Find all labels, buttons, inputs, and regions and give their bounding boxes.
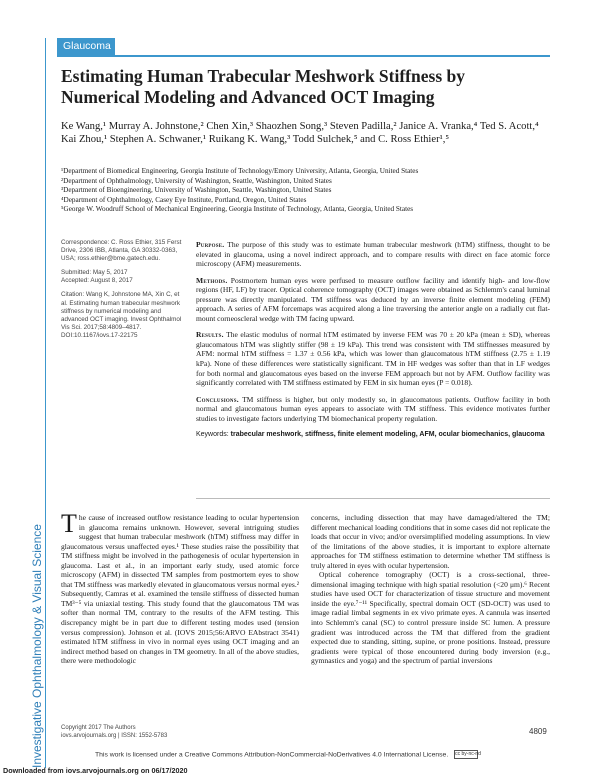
license-line — [95, 750, 481, 759]
section-tag: Glaucoma — [57, 38, 115, 55]
article-title: Estimating Human Trabecular Meshwork Stiffness by Numerical Modeling and Advanced OCT Imaging — [61, 66, 465, 107]
body-column-left — [61, 509, 299, 666]
body-paragraph: Optical coherence tomography (OCT) is a cross-sectional, three-dimensional imaging technique with high spatial resolution (<20 μm).⁶ Recent studies have used OCT for characterization of tissue structure and movement inside the eye.⁷⁻¹¹ Specifically, spectral domain OCT (SD-OCT) was used to image radial limbal segments in ex vivo primate eyes. A cannula was inserted into Schlemm's canal (SC) to control pressure inside SC lumen. A pressure gradient was introduced across the TM that differed from the gradient expected due to standing, sitting, supine, or prone positions. Instead, pressure gradients were typical of those encountered during body inversion (e.g., gymnastics and yoga) and the spectrum of partial inversions — [311, 570, 550, 666]
conclusions-text: TM stiffness is higher, but only modestly so, in glaucomatous patients. Outflow facility in both normal and glaucomatous human eyes appears to associate with TM stiffness. This evidence motivates further studies to investigate factors underlying TM biomechanical property regulation. — [196, 394, 550, 423]
affiliation: ¹Department of Biomedical Engineering, Georgia Institute of Technology/Emory University, Atlanta, Georgia, United States — [61, 167, 419, 175]
page-number: 4809 — [529, 727, 547, 736]
methods-label: Methods. — [196, 275, 228, 285]
abstract — [196, 240, 550, 446]
citation: Citation: Wang K, Johnstone MA, Xin C, et al. Estimating human trabecular meshwork stiffness by numerical modeling and advanced OCT imaging. Invest Ophthalmol Vis Sci. 2017;58:4809–4817. DOI:10.1167/iovs.17-22175 — [61, 291, 182, 339]
accepted-date: Accepted: August 8, 2017 — [61, 277, 133, 285]
results-label: Results. — [196, 330, 224, 340]
download-notice: Downloaded from iovs.arvojournals.org on 06/17/2020 — [3, 766, 188, 775]
keywords-text: trabecular meshwork, stiffness, finite element modeling, AFM, ocular biomechanics, glaucoma — [230, 431, 545, 439]
affiliations — [61, 167, 551, 215]
cc-license-icon[interactable]: cc by-nc-nd — [455, 751, 481, 757]
footer-copyright — [61, 724, 167, 740]
affiliation: ⁵George W. Woodruff School of Mechanical Engineering, Georgia Institute of Technology, Atlanta, Georgia, United States — [61, 205, 414, 214]
journal-sidebar-title: Investigative Ophthalmology & Visual Science — [30, 524, 44, 768]
header-rule — [57, 55, 550, 57]
article-info-column — [61, 239, 183, 346]
body-column-right — [311, 513, 550, 666]
drop-cap: T — [61, 509, 77, 538]
body-text: he cause of increased outflow resistance leading to ocular hypertension in glaucoma remains unknown. However, several intriguing studies suggest that human trabecular meshwork (hTM) stiffness may differ in glaucomatous versus unaffected eyes.¹ These studies raise the possibility that TM stiffness might be involved in the pathogenesis of ocular hypertension in glaucoma. Last et al., in an important early study, used atomic force microscopy (AFM) in dissected TM samples from postmortem eyes to show that TM stiffness was markedly elevated in glaucomatous versus normal eyes.² Subsequently, Camras et al. examined the tensile stiffness of dissected human TM³⁻⁵ via uniaxial testing. This study found that the glaucomatous TM was softer than normal TM, contrary to the results of the AFM testing. This discrepancy might be in part due to different testing modes used (tension versus compression). Johnson et al. (IOVS 2015;56:ARVO EAbstract 3541) estimated hTM stiffness in vivo in normal eyes using OCT imaging and an indirect method based on changes in TM geometry. In all of the above studies, there were methodologic — [61, 513, 299, 666]
body-paragraph: concerns, including dissection that may have damaged/altered the TM; different mechanical loading conditions that in some cases did not replicate the loads that occur in vivo; and/or oversimplified modeling assumptions. In view of the limitations of the above studies, it is important to explore alternate approaches for TM stiffness estimation to determine whether TM stiffness is truly altered in eyes with ocular hypertension. — [311, 513, 550, 570]
conclusions-label: Conclusions. — [196, 394, 239, 404]
correspondence: Correspondence: C. Ross Ethier, 315 Ferst Drive, 2306 IBB, Atlanta, GA 30332-0363, USA; ross.ethier@bme.gatech.edu. — [61, 239, 182, 263]
affiliation: ²Department of Ophthalmology, University of Washington, Seattle, Washington, United States — [61, 176, 332, 185]
affiliation: ⁴Department of Ophthalmology, Casey Eye Institute, Portland, Oregon, United States — [61, 195, 307, 204]
copyright: Copyright 2017 The Authors — [61, 725, 136, 731]
sidebar-rule — [45, 38, 46, 768]
results-text: The elastic modulus of normal hTM estimated by inverse FEM was 70 ± 20 kPa (mean ± SD), whereas glaucomatous hTM was slightly stiffer (98 ± 19 kPa). This trend was consistent with TM stiffnesses measured by AFM: normal hTM stiffness = 1.37 ± 0.56 kPa, which was lower than glaucomatous hTM stiffness (2.75 ± 1.19 kPa). None of these differences were statistically significant. TM in HF wedges was softer than that in LF wedges for both normal and glaucomatous eyes based on the inverse FEM approach but not by AFM. Outflow facility was significantly correlated with TM stiffness estimated by FEM in six human eyes (P = 0.018). — [196, 330, 550, 388]
issn-line: iovs.arvojournals.org | ISSN: 1552-5783 — [61, 733, 168, 739]
keywords-label: Keywords: — [196, 431, 229, 439]
methods-text: Postmortem human eyes were perfused to measure outflow facility and identify high- and low-flow regions (HF, LF) by tracer. Optical coherence tomography (OCT) images were obtained as Schlemm's canal luminal pressure was directly manipulated. TM stiffness was deduced by an inverse finite element modeling (FEM) approach. A series of AFM forcemaps was acquired along a line traversing the anterior angle on a radially cut flat-mount corneoscleral wedge with TM facing upward. — [196, 275, 551, 323]
purpose-label: Purpose. — [196, 240, 225, 249]
abstract-rule — [196, 498, 550, 499]
purpose-text: The purpose of this study was to estimate human trabecular meshwork (hTM) stiffness, thought to be elevated in glaucoma, using a novel indirect approach, and to compare results with direct en face atomic force microscopy (AFM) measurements. — [196, 240, 550, 269]
author-list: Ke Wang,¹ Murray A. Johnstone,² Chen Xin,³ Shaozhen Song,³ Steven Padilla,² Janice A. Vranka,⁴ Ted S. Acott,⁴ Kai Zhou,¹ Stephen A. Schwaner,¹ Ruikang K. Wang,³ Todd Sulchek,⁵ and C. Ross Ethier¹,⁵ — [61, 121, 539, 145]
submitted-date: Submitted: May 5, 2017 — [61, 269, 128, 277]
license-text[interactable]: This work is licensed under a Creative Commons Attribution-NonCommercial-NoDerivatives 4.0 International License. — [95, 751, 449, 759]
affiliation: ³Department of Bioengineering, University of Washington, Seattle, Washington, United States — [61, 186, 332, 195]
